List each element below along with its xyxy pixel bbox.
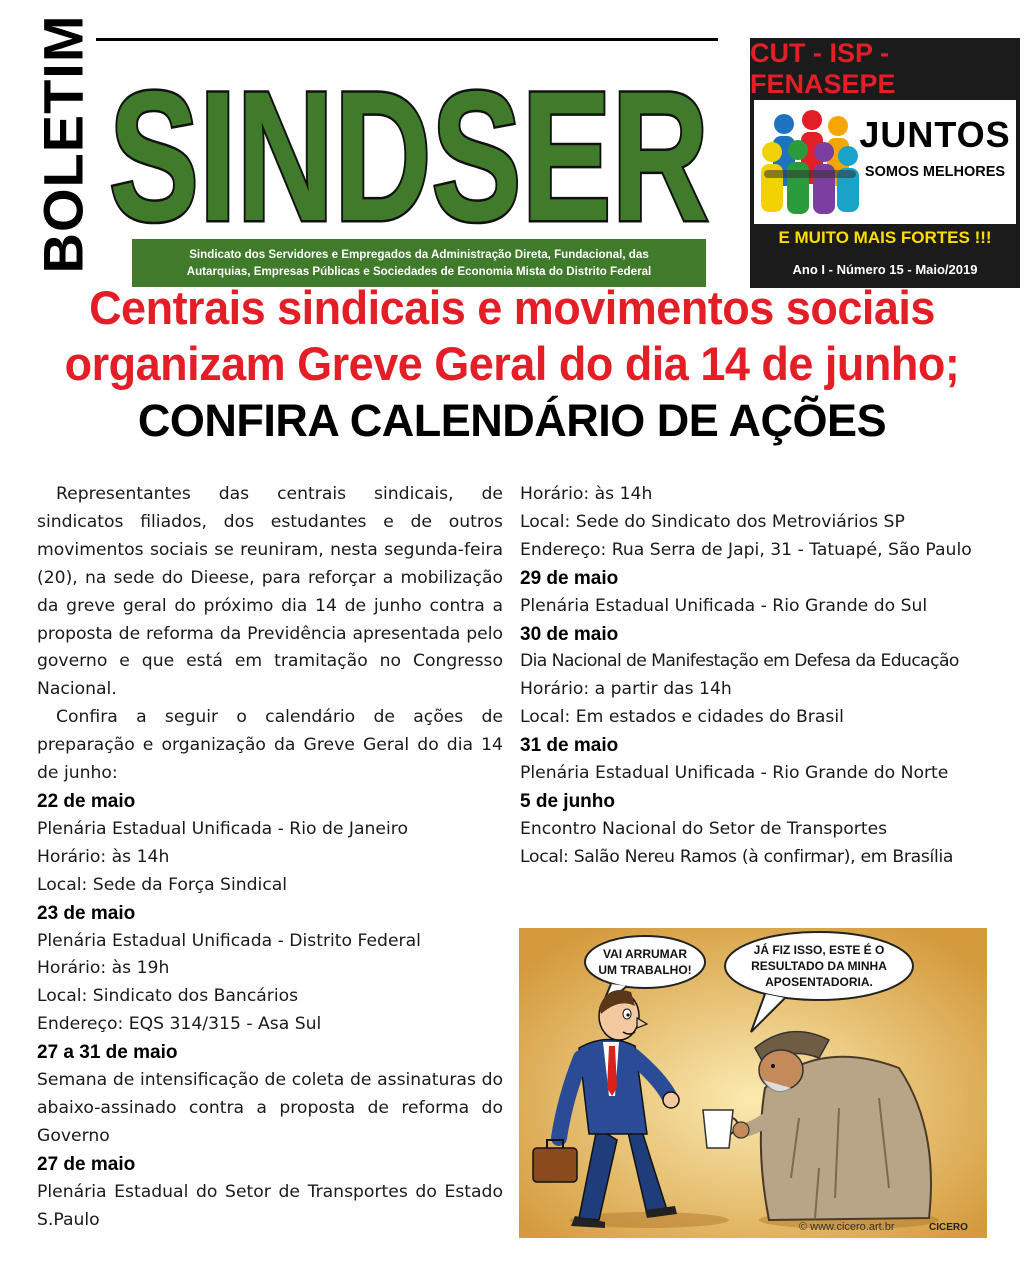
sindser-logo	[102, 42, 716, 236]
event-line: Plenária Estadual Unificada - Rio de Janeiro	[37, 818, 408, 839]
people-group-icon	[758, 108, 862, 218]
event-line: Endereço: Rua Serra de Japi, 31 - Tatuapé, São Paulo	[520, 539, 972, 560]
event-date: 5 de junho	[520, 790, 615, 812]
event-date: 30 de maio	[520, 623, 619, 645]
boletim-label: BOLETIM	[31, 14, 95, 274]
article-column-right	[520, 481, 988, 872]
slogan-somos-melhores: SOMOS MELHORES	[864, 164, 1006, 180]
cartoon-credit: © www.cicero.art.br	[799, 1221, 895, 1233]
juntos-panel	[754, 100, 1016, 224]
headline-line-3: CONFIRA CALENDÁRIO DE AÇÕES	[137, 395, 887, 446]
headline-line-2: organizam Greve Geral do dia 14 de junho;	[64, 336, 960, 391]
slogan-juntos: JUNTOS	[859, 114, 1011, 155]
event-line: Plenária Estadual do Setor de Transportes do Estado S.Paulo	[37, 1181, 503, 1230]
event-line: Plenária Estadual Unificada - Rio Grande do Norte	[520, 763, 949, 784]
headline	[20, 280, 1004, 450]
event-date: 27 de maio	[37, 1153, 136, 1175]
cartoon-signature: CICERO	[929, 1222, 968, 1233]
event-line: Plenária Estadual Unificada - Distrito Federal	[37, 930, 421, 951]
bubble-right-line-1: JÁ FIZ ISSO, ESTE É O	[753, 943, 885, 957]
bubble-right-line-3: APOSENTADORIA.	[765, 975, 873, 989]
cartoon-illustration	[519, 928, 987, 1238]
event-line: Horário: às 14h	[37, 846, 170, 867]
masthead-rule	[96, 38, 718, 41]
affiliations: CUT - ISP - FENASEPE	[750, 38, 896, 99]
headline-line-1: Centrais sindicais e movimentos sociais	[89, 280, 935, 335]
bubble-left-line-2: UM TRABALHO!	[598, 963, 692, 977]
event-date: 23 de maio	[37, 902, 136, 924]
article-column-left	[37, 481, 503, 1234]
edition-info: Ano I - Número 15 - Maio/2019	[792, 262, 978, 277]
event-line: Endereço: EQS 314/315 - Asa Sul	[37, 1014, 322, 1035]
event-line: Horário: às 14h	[520, 484, 653, 504]
event-line: Horário: a partir das 14h	[520, 679, 732, 700]
event-line: Dia Nacional de Manifestação em Defesa da Educação	[520, 651, 959, 672]
event-line: Semana de intensificação de coleta de assinaturas do abaixo-assinado contra a proposta de reforma do Governo	[37, 1070, 503, 1146]
event-line: Local: Sede do Sindicato dos Metroviários SP	[520, 511, 905, 532]
sindser-title: SINDSER	[109, 54, 709, 236]
affiliation-box	[750, 38, 1020, 288]
article-paragraph-2: Confira a seguir o calendário de ações de preparação e organização da Greve Geral do dia 14 de junho:	[37, 707, 503, 784]
article-paragraph-1: Representantes das centrais sindicais, de sindicatos filiados, dos estudantes e de outros movimentos sociais se reuniram, nesta segunda-feira (20), na sede do Dieese, para reforçar a mobilização da greve geral do próximo dia 14 de junho contra a proposta de reforma da Previdência apresentada pelo governo e que está em tramitação no Congresso Nacional.	[37, 484, 503, 700]
event-date: 31 de maio	[520, 735, 619, 757]
sindicato-full-name: Sindicato dos Servidores e Empregados da Administração Direta, Fundacional, das Autarquias, Empresas Públicas e Sociedades de Economia Mista do Distrito Federal	[132, 239, 706, 287]
event-date: 27 a 31 de maio	[37, 1042, 178, 1064]
event-line: Local: Sindicato dos Bancários	[37, 986, 299, 1007]
event-line: Encontro Nacional do Setor de Transportes	[520, 818, 888, 839]
bubble-right-line-2: RESULTADO DA MINHA	[751, 959, 887, 973]
event-line: Local: Sede da Força Sindical	[37, 874, 288, 895]
bubble-left-line-1: VAI ARRUMAR	[603, 947, 687, 961]
slogan-mais-fortes: E MUITO MAIS FORTES !!!	[778, 228, 992, 247]
event-date: 22 de maio	[37, 790, 136, 812]
masthead	[31, 14, 1011, 278]
event-line: Local: Salão Nereu Ramos (à confirmar), em Brasília	[520, 846, 954, 867]
event-line: Plenária Estadual Unificada - Rio Grande do Sul	[520, 595, 928, 616]
event-line: Horário: às 19h	[37, 958, 170, 979]
event-line: Local: Em estados e cidades do Brasil	[520, 707, 844, 728]
event-date: 29 de maio	[520, 567, 619, 589]
